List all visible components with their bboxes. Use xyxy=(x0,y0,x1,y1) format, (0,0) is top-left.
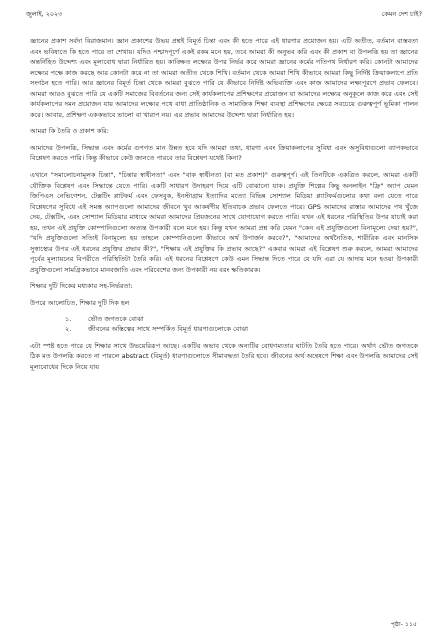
education-aspects-list xyxy=(30,314,418,335)
list-item-text: জীবনের অস্তিত্বের সাথে সম্পর্কিত বিমূর্ত ধারণাগুলোকে বোঝা xyxy=(88,325,249,334)
header-date: জুলাই, ২০২৩ xyxy=(26,10,63,18)
page-number: পৃষ্ঠা- ১১৫ xyxy=(390,621,417,628)
paragraph-knowledge-expression: জ্ঞানের প্রকাশ সর্বদা বিরাজমান। জ্ঞান প্রকাশের উভয় প্রশ্নই বিমূর্ত চিন্তা এবং কী হতে পারে এই ধারণার প্রয়োজন হয়। এটি অতীত, বর্তমান বাস্তবতা এবং ভবিষ্যতে কি হতে পারে তা শেখায়। যদিও পশ্চাদপূর্ণে একই রকম মনে হয়, তবে আমরা কী অনুভব করি এবং কী প্রকাশ বা উপলব্ধি হয় তা জ্ঞানের অন্তর্নিহিত উদ্দেশ্য এবং মূল্যবোধ দ্বারা নির্ধারিত হয়। কাঙ্ক্ষিত লক্ষ্যের উপর নির্ভর করে আমরা জ্ঞানের কর্মের গতিপথ নির্ধারণ করি। কোনটা আমাদের লক্ষ্যের পক্ষে কাজ করছে আর কোনটা করে না তা আমরা অতীত থেকে শিখি। বর্তমান থেকে আমরা শিখি কীভাবে আমরা কিছু নির্দিষ্ট ক্রিয়াকলাপে প্রতি সংগঠন হতে পারি। আর জ্ঞানের বিমূর্ত চিন্তা থেকে আমরা বুঝতে পারি যে কীভাবে নির্দিষ্ট অভিব্যক্তি এবং কাজ আমাদের লক্ষ্যপূরণে প্রভাব ফেলবে। আমরা আরও বুঝতে পারি যে একটি সমাজের বিবর্তনের জন্য সেই কার্যকলাপের প্রশিক্ষণের প্রয়োজন যা আমাদের লক্ষ্যের অনুকূলে কাজ করে এবং সেই কার্যকলাপের দমন প্রয়োজন যায় আমাদের লক্ষ্যের পথে বাধা প্রাতিষ্ঠানিক ও সামাজিক শিক্ষা ব্যবস্থা প্রশিক্ষণের ক্ষেত্রে সবচেয়ে গুরুত্বপূর্ণ ভূমিকা পালন করে। আবার, প্রশিক্ষণ এককভাবে ভালো বা খারাপ নয়। এর প্রভাব আমাদের উদ্দেশ্য দ্বারা নির্ধারিত হয়। xyxy=(30,37,418,119)
list-item-text: ভৌত জগতকে বোঝা xyxy=(88,314,144,323)
paragraph-analysis-quality: আমাদের উপলব্ধি, সিদ্ধান্ত এবং কর্মের গুণগত মান উন্নত হবে যদি আমরা তথ্য, ধারণা এবং ক্রিয়াকলাপের সুবিধা এবং অসুবিধাগুলো ব্যাপকভাবে বিশ্লেষণ করতে পারি। কিন্তু কীভাবে কেউ জানতে পারবে তার বিশ্লেষণ যথেষ্ট কিনা? xyxy=(30,143,418,163)
paragraph-two-aspects-intro: উপরে আলোচিত, শিক্ষার দুটি দিক হল xyxy=(30,299,130,308)
list-item xyxy=(65,314,418,325)
paragraph-closing: এটা স্পষ্ট হতে পারে যে শিক্ষার সাথে উভয়েরিরূপ আছে। একটির অভাব থেকে অন্যটির বোধগম্যতার ঘাটতি তৈরি হতে পারে। অর্থাৎ ভৌত জগতকে ঠিক মত উপলব্ধি করতে না পারলে abstract (বিমূর্ত) ধারণাগুলোতে সীমাবদ্ধতা তৈরি হবে। জীবনের অর্থ অন্বেষণে শিক্ষা এবং উপলব্ধি আমাদের সেই মূল্যবোধের দিকে নিয়ে যায় xyxy=(30,341,418,371)
list-item-number: ১. xyxy=(65,314,72,323)
running-header xyxy=(26,7,422,21)
list-item-number: ২. xyxy=(65,325,72,334)
header-magazine-title: কেমন দেশ চাই? xyxy=(381,10,422,18)
article-body xyxy=(30,36,418,616)
paragraph-critical-thinking-example: এখানে "সমালোচনামূলক চিন্তা", "চিন্তার স্বাধীনতা" এবং "বাক স্বাধীনতা (বা মত প্রকাশ)" গুরুত্বপূর্ণ। এই তিনটিকে একত্রিত করলে, আমরা একটি যৌক্তিক বিশ্লেষণ এবং সিদ্ধান্তে যেতে পারি। একটি সাধারণ উদাহরণ দিয়ে এটি বোঝানো যাক। প্রযুক্তি শিল্পের কিছু অনলাইন "ফ্রি" অ্যাপ যেমন জিপিএস নেভিগেশন, টেক্সটিং প্লাটফর্ম এবং ফেসবুক, ইনস্টাগ্রাম ইত্যাদির মত্যো বিভিন্ন সোশ্যাল মিডিয়া প্ল্যাটফর্মগুলোর কথা বলা যেতে পারে বিশ্লেষণের সুবিধে এই সমস্ত অ্যাপগুলো আমাদের জীবনে খুব আকর্ষণীয় ইতিবাচক প্রভাব ফেলতে পারে। GPS আমাদের রাস্তার আমাদের পথ খুঁজে দেয়, টেক্সটিং, এবং সোশ্যাল মিডিয়ার মাধ্যমে আমরা আমাদের প্রিয়জনের সাথে যোগাযোগ করতে পারি। যখন এই ধরনের পরিস্থিতির উপর যাচাই করা হয়, তখন এই প্রযুক্তি কোম্পানিগুলো অত্যন্ত উপকারী বলে মনে হয়। কিন্তু যখন আমরা প্রশ্ন করি যেমন "কেন এই প্রযুক্তিগুলো বিনামূল্যে দেয়া হয়?", "যদি প্রযুক্তিগুলো সত্যিই বিনামূল্যে হয় তাহলে কোম্পানিগুলো কীভাবে অর্থ উপার্জন করবে?", "আমাদের অর্থনৈতিক, শারীরিক এবং মানসিক সুস্বাস্থ্যের উপর এই ধরনের প্রযুক্তির প্রভাব কী?", "শিক্ষায় এই প্রযুক্তির কি প্রভাব আছে?" একবার আমরা এই বিশ্লেষণ শুরু করলে, আমরা আমাদের পূর্বের মূল্যায়নের বিপরীতে পরিস্থিতিটা তৈরি করি। এই ধরনের বিশ্লেষণে কেউ এমন সিদ্ধান্ত দিতে পারে যে যদি এরা যে আদায় মনে হওয়া উপকারী প্রযুক্তিগুলো সামগ্রিকভাবে মানবজাতি এবং পরিবেশের জন্য উপকারী নয় বরং ক্ষতিকারক। xyxy=(30,171,418,274)
subheading-what-we-create: আমরা কি তৈরি ও প্রকাশ করি: xyxy=(30,127,109,136)
list-item xyxy=(65,324,418,335)
subheading-interdependence: শিক্ষার দুটি দিকের মধ্যকার সহ-নির্ভরতা: xyxy=(30,282,133,291)
